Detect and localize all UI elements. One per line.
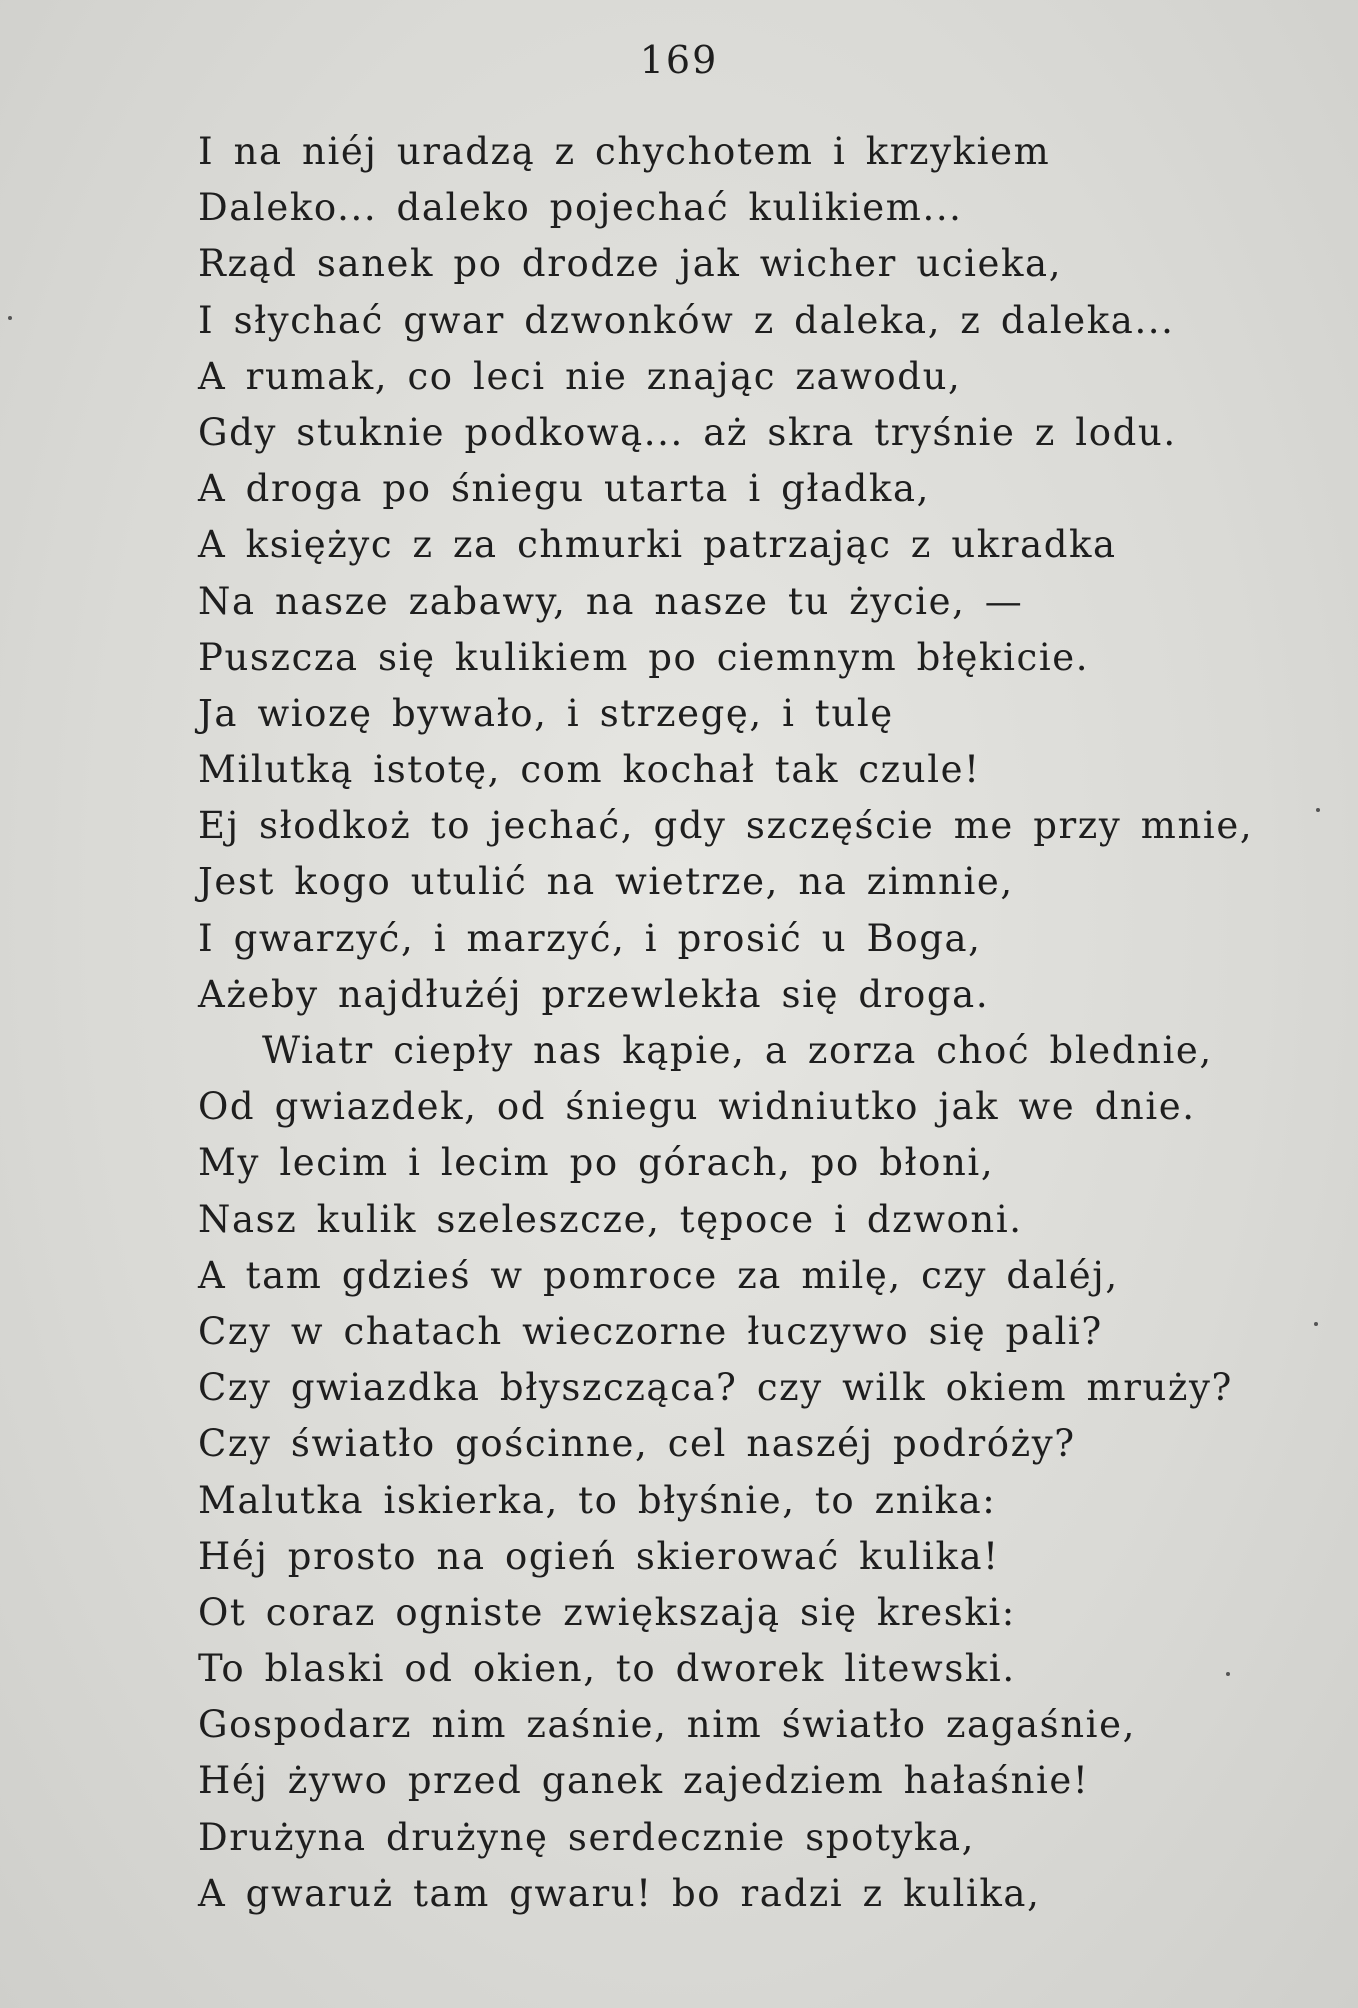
poem-line: I słychać gwar dzwonków z daleka, z daleka... [198, 298, 1175, 342]
poem-line: A gwaruż tam gwaru! bo radzi z kulika, [198, 1871, 1041, 1915]
poem-line: Ej słodkoż to jechać, gdy szczęście me przy mnie, [198, 804, 1254, 848]
poem-line: Wiatr ciepły nas kąpie, a zorza choć blednie, [262, 1029, 1213, 1072]
poem-line: Gospodarz nim zaśnie, nim światło zagaśnie, [198, 1703, 1136, 1747]
paper-speck [8, 316, 12, 320]
poem-line: Drużyna drużynę serdecznie spotyka, [198, 1815, 975, 1859]
poem-line: Ja wiozę bywało, i strzegę, i tulę [198, 691, 894, 735]
poem-line: Gdy stuknie podkową... aż skra tryśnie z lodu. [198, 410, 1177, 454]
poem-line: Nasz kulik szeleszcze, tępoce i dzwoni. [198, 1197, 1023, 1241]
poem-line: Daleko... daleko pojechać kulikiem... [198, 186, 963, 230]
poem-line: Héj żywo przed ganek zajedziem hałaśnie! [198, 1759, 1090, 1803]
poem-line: Czy w chatach wieczorne łuczywo się pali? [198, 1309, 1103, 1353]
poem-line: Malutka iskierka, to błyśnie, to znika: [198, 1478, 997, 1522]
poem-line: Czy światło gościnne, cel naszéj podróży? [198, 1422, 1076, 1466]
poem-line: Ot coraz ogniste zwiększają się kreski: [198, 1590, 1016, 1634]
poem-line: Ażeby najdłużéj przewlekła się droga. [198, 972, 990, 1016]
poem-line: Milutką istotę, com kochał tak czule! [198, 748, 981, 792]
poem-line: Rząd sanek po drodze jak wicher ucieka, [198, 242, 1063, 286]
poem-line: Czy gwiazdka błyszcząca? czy wilk okiem mruży? [198, 1366, 1233, 1410]
paper-speck [1314, 1322, 1318, 1326]
poem-line: To blaski od okien, to dworek litewski. [198, 1647, 1016, 1691]
poem-line: Od gwiazdek, od śniegu widniutko jak we dnie. [198, 1085, 1196, 1129]
poem-line: I na niéj uradzą z chychotem i krzykiem [198, 130, 1051, 173]
poem-line: A droga po śniegu utarta i gładka, [198, 467, 930, 511]
paper-speck [1316, 808, 1320, 812]
poem-text [198, 124, 1318, 1922]
poem-line: Jest kogo utulić na wietrze, na zimnie, [198, 860, 1014, 904]
paper-speck [1226, 1672, 1230, 1676]
poem-line: A rumak, co leci nie znając zawodu, [198, 354, 962, 398]
poem-line: A księżyc z za chmurki patrzając z ukradka [198, 523, 1117, 567]
poem-line: Na nasze zabawy, na nasze tu życie, — [198, 579, 1024, 623]
page-number: 169 [639, 38, 719, 82]
poem-line: A tam gdzieś w pomroce za milę, czy daléj, [198, 1253, 1119, 1297]
poem-line: Héj prosto na ogień skierować kulika! [198, 1534, 1000, 1578]
poem-line: I gwarzyć, i marzyć, i prosić u Boga, [198, 916, 982, 960]
poem-line: My lecim i lecim po górach, po błoni, [198, 1141, 995, 1185]
poem-line: Puszcza się kulikiem po ciemnym błękicie. [198, 635, 1090, 679]
